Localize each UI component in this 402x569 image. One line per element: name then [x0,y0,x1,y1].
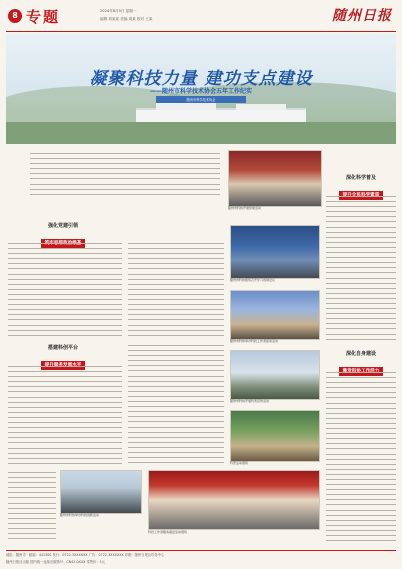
section-kicker: 搭建科创平台 [47,345,78,351]
page-header [0,0,402,36]
intro-text [30,153,220,203]
ground-graphic [6,122,396,144]
section-kicker: 强化党建引领 [47,223,78,229]
article-text [8,472,56,542]
caption: 随州市科协组织召开学习贯彻会议 [230,278,276,282]
article-text [128,345,224,465]
building-graphic [156,102,216,110]
photo-meeting [228,150,322,207]
date-line: 2024年8月5日 星期一 [100,9,137,13]
section-kicker: 深化科学普及 [345,175,376,181]
photo-conference [230,225,320,279]
article-text [8,366,122,466]
caption: 科技工作者服务基层活动现场 [148,530,188,534]
footer-line: 地址：随州市 · 邮编：441300 发行：0722-3XXXXXX 广告：0722-3XXXXXX 印刷：随州日报社印务中心 [6,553,165,557]
hero-banner [6,34,396,144]
photo-service [148,470,320,530]
photo-event [230,410,320,462]
hero-subtitle: ——随州市科学技术协会五年工作纪实 [149,88,252,95]
caption: 科普活动现场 [230,461,249,465]
caption: 随州市科协举办科技工作者座谈活动 [230,339,279,343]
article-text [128,243,224,338]
hero-publisher: 随州市科学技术协会 [156,96,246,103]
article-text [326,196,396,344]
hero-title: 凝聚科技力量 建功支点建设 [89,69,313,89]
section-label: 专题 [26,8,61,26]
caption: 随州市科协开展科普宣传活动 [230,399,270,403]
article-text [326,372,396,547]
editor-line: 编辑 刘某某 美编 周某 校对 王某 [100,17,153,21]
article-text [8,243,122,338]
caption: 随州市科协举办科技创新活动 [60,513,100,517]
caption: 随州市科协开展党建活动 [228,206,262,210]
section-kicker: 深化自身建设 [345,351,376,357]
photo-innovation [60,470,142,514]
building-graphic [236,104,286,110]
newspaper-logo: 随州日报 [332,8,392,24]
footer-line: 随州日报社出版 国内统一连续出版物号：CN42-0XXX 零售价：1元 [6,560,106,564]
photo-popsci [230,350,320,400]
page-number: 8 [8,9,22,23]
footer-rule [6,550,396,551]
header-rule [6,31,396,32]
photo-seminar [230,290,320,340]
